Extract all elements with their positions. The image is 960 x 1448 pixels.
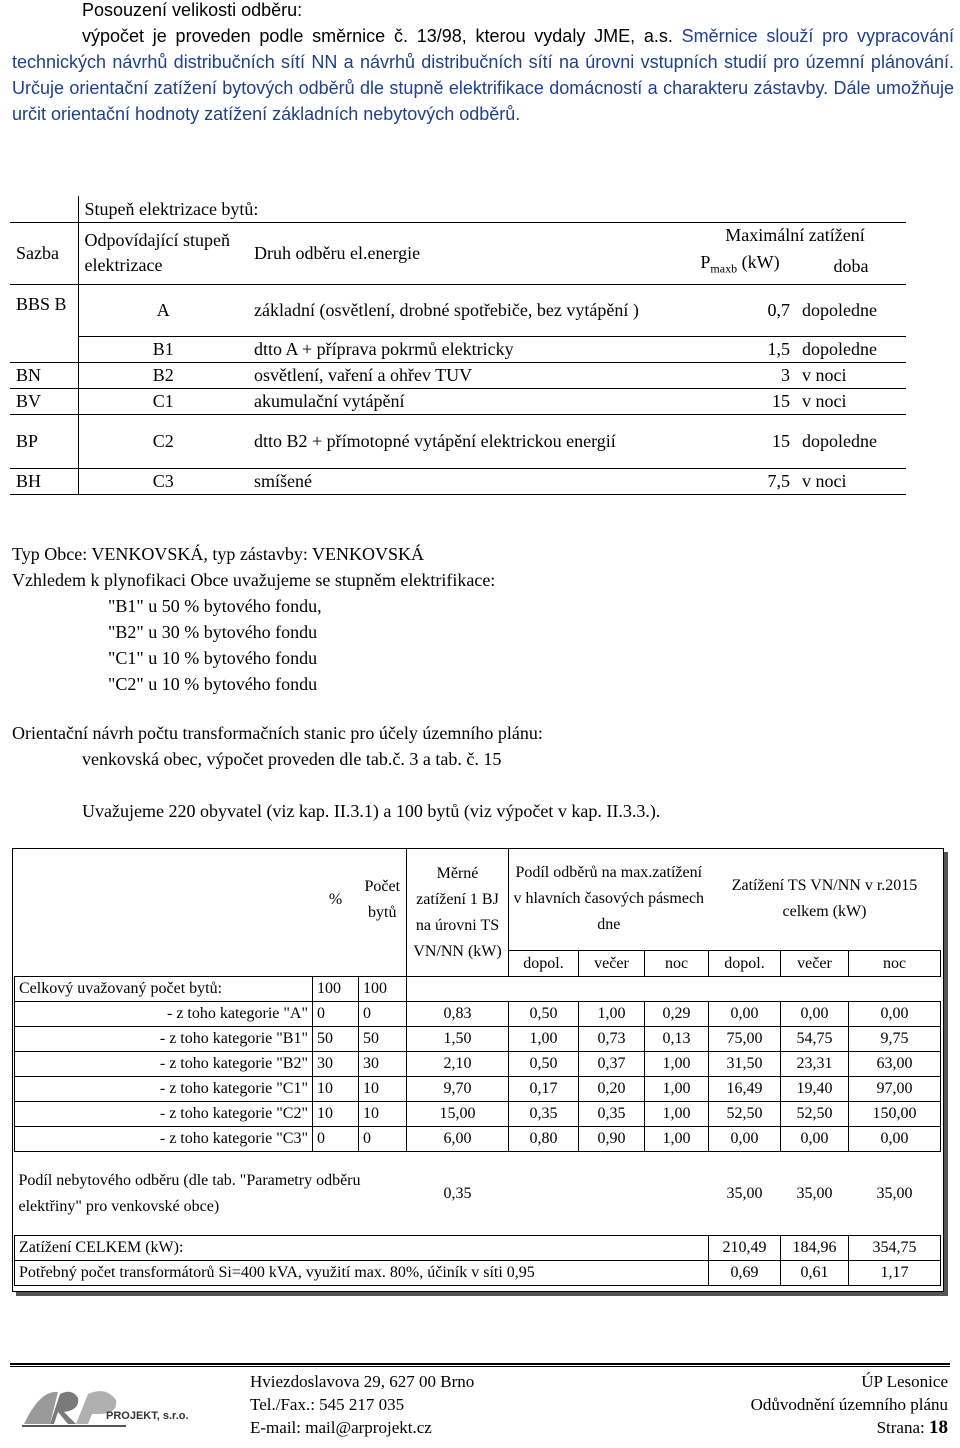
- intro-text-highlight: Směrnice slouží pro vypracování technických návrhů distribučních sítí NN a návrhů distribučních sítí na úrovni vstupních studií pro územní plánování. Určuje orientační zatížení bytových odběrů dle stupně elektrifikace domácností a charakteru zástavby. Dále umožňuje určit orientační hodnoty zatížení základních nebytových odběrů.: [12, 26, 955, 124]
- row-label: - z toho kategorie "A": [15, 1002, 313, 1027]
- table-cell: 15: [684, 414, 796, 468]
- table-cell: 1,50: [407, 1027, 509, 1052]
- table-cell: 16,49: [709, 1077, 781, 1102]
- typ-obce: Typ Obce: VENKOVSKÁ, typ zástavby: VENKOVSKÁ: [12, 544, 425, 564]
- row-label: - z toho kategorie "C2": [15, 1102, 313, 1127]
- footer-divider: [10, 1363, 950, 1365]
- table-cell: 0,00: [709, 1002, 781, 1027]
- header-merne: Měrné zatížení 1 BJ na úrovni TS VN/NN (kW): [407, 849, 509, 977]
- table-cell: 75,00: [709, 1027, 781, 1052]
- table-cell: 0,00: [709, 1127, 781, 1152]
- table-cell: 0,69: [709, 1261, 781, 1286]
- electrification-table: [10, 196, 906, 495]
- page-label: Strana:: [876, 1418, 929, 1437]
- sub-header: večer: [579, 951, 645, 977]
- table-cell: 15,00: [407, 1102, 509, 1127]
- header-pmax: $P_{maxb}$ (kW): [684, 248, 796, 284]
- company-logo: [20, 1380, 210, 1440]
- table-cell: 10: [359, 1102, 407, 1127]
- table-cell: 3: [684, 362, 796, 388]
- table-cell: 184,96: [781, 1236, 849, 1261]
- list-item: "C1" u 10 % bytového fondu: [108, 648, 318, 668]
- table-cell: 0: [313, 1127, 359, 1152]
- table-cell: 0,00: [849, 1002, 941, 1027]
- table-cell: 35,00: [796, 1184, 833, 1202]
- row-label: Podíl nebytového odběru (dle tab. "Parametry odběru elektřiny" pro venkovské obce): [18, 1171, 361, 1215]
- table-cell: 2,10: [407, 1052, 509, 1077]
- table-cell: 30: [359, 1052, 407, 1077]
- table-cell: 0,00: [849, 1127, 941, 1152]
- header-max: Maximální zatížení: [684, 222, 906, 248]
- footer-project: ÚP Lesonice: [861, 1372, 948, 1391]
- table-cell: 0,90: [579, 1127, 645, 1152]
- table-cell: 150,00: [849, 1102, 941, 1127]
- sub-header: večer: [781, 951, 849, 977]
- sub-header: noc: [645, 951, 709, 977]
- table-cell: 30: [313, 1052, 359, 1077]
- table-cell: 0,73: [579, 1027, 645, 1052]
- orientacni-text: Orientační návrh počtu transformačních stanic pro účely územního plánu:: [12, 723, 543, 743]
- table-cell: 35,00: [876, 1184, 913, 1202]
- table-cell: 0,50: [509, 1052, 579, 1077]
- logo-text: PROJEKT, s.r.o.: [106, 1410, 189, 1422]
- footer-tel: Tel./Fax.: 545 217 035: [250, 1395, 405, 1414]
- table-cell: BP: [10, 414, 78, 468]
- header-pct: %: [328, 890, 343, 908]
- table-cell: v noci: [796, 362, 906, 388]
- row-label: - z toho kategorie "C3": [15, 1127, 313, 1152]
- row-label: Zatížení CELKEM (kW):: [15, 1236, 709, 1261]
- footer-divider: [10, 1366, 950, 1367]
- table-cell: BV: [10, 388, 78, 414]
- table-cell: BH: [10, 468, 78, 494]
- row-label: - z toho kategorie "B1": [15, 1027, 313, 1052]
- sub-header: noc: [849, 951, 941, 977]
- list-item: "B2" u 30 % bytového fondu: [108, 622, 318, 642]
- row-label: Celkový uvažovaný počet bytů:: [15, 977, 313, 1002]
- table-cell: BN: [10, 362, 78, 388]
- table-cell: 0,00: [781, 1002, 849, 1027]
- table-cell: B2: [78, 362, 248, 388]
- table-cell: 1,00: [645, 1052, 709, 1077]
- table-cell: 0,20: [579, 1077, 645, 1102]
- table-cell: 210,49: [709, 1236, 781, 1261]
- table-cell: 1,00: [579, 1002, 645, 1027]
- table-cell: dtto B2 + přímotopné vytápění elektrickou energií: [248, 414, 684, 468]
- table-cell: 6,00: [407, 1127, 509, 1152]
- table-cell: 63,00: [849, 1052, 941, 1077]
- table-cell: C2: [78, 414, 248, 468]
- table-cell: 52,50: [709, 1102, 781, 1127]
- header-pocet: Počet bytů: [364, 877, 401, 921]
- table-cell: smíšené: [248, 468, 684, 494]
- table-cell: 0,61: [781, 1261, 849, 1286]
- header-podil: Podíl odběrů na max.zatížení v hlavních časových pásmech dne: [513, 864, 705, 934]
- table-cell: 354,75: [849, 1236, 941, 1261]
- table-heading: Stupeň elektrizace bytů:: [84, 198, 259, 219]
- page-number: 18: [929, 1417, 948, 1438]
- table-cell: 0,17: [509, 1077, 579, 1102]
- header-sazba: Sazba: [10, 222, 78, 284]
- row-label: - z toho kategorie "B2": [15, 1052, 313, 1077]
- table-cell: 1,00: [645, 1102, 709, 1127]
- table-cell: dtto A + příprava pokrmů elektricky: [248, 336, 684, 362]
- table-cell: 100: [313, 977, 359, 1002]
- table-cell: v noci: [796, 468, 906, 494]
- table-cell: 1,17: [849, 1261, 941, 1286]
- venkovska-text: venkovská obec, výpočet proveden dle tab.č. 3 a tab. č. 15: [82, 749, 502, 769]
- table-cell: 7,5: [684, 468, 796, 494]
- table-cell: 10: [313, 1102, 359, 1127]
- table-cell: 35,00: [726, 1184, 763, 1202]
- table-cell: 0,35: [509, 1102, 579, 1127]
- table-cell: 54,75: [781, 1027, 849, 1052]
- footer-address: Hviezdoslavova 29, 627 00 Brno: [250, 1372, 475, 1391]
- table-cell: 0,35: [579, 1102, 645, 1127]
- sub-header: dopol.: [709, 951, 781, 977]
- table-cell: 0,35: [443, 1184, 472, 1202]
- header-druh: Druh odběru el.energie: [248, 222, 684, 284]
- calculation-table: [14, 848, 941, 1286]
- table-cell: 0,50: [509, 1002, 579, 1027]
- row-label: - z toho kategorie "C1": [15, 1077, 313, 1102]
- table-cell: 0: [359, 1127, 407, 1152]
- table-cell: dopoledne: [796, 336, 906, 362]
- table-cell: základní (osvětlení, drobné spotřebiče, bez vytápění ): [248, 284, 684, 336]
- table-cell: 0,7: [684, 284, 796, 336]
- table-cell: 1,00: [645, 1127, 709, 1152]
- table-cell: 0,37: [579, 1052, 645, 1077]
- table-cell: 0: [359, 1002, 407, 1027]
- table-cell: dopoledne: [796, 284, 906, 336]
- intro-paragraph: [12, 23, 954, 127]
- header-odpovidajici: Odpovídající stupeň elektrizace: [78, 222, 248, 284]
- table-cell: dopoledne: [796, 414, 906, 468]
- table-cell: 1,5: [684, 336, 796, 362]
- table-cell: 0,29: [645, 1002, 709, 1027]
- footer-email: E-mail: mail@arprojekt.cz: [250, 1418, 432, 1437]
- table-cell: 10: [359, 1077, 407, 1102]
- footer-document: Odůvodnění územního plánu: [750, 1395, 948, 1414]
- table-cell: 9,70: [407, 1077, 509, 1102]
- header-doba: doba: [796, 248, 906, 284]
- table-cell: 100: [359, 977, 407, 1002]
- table-cell: 9,75: [849, 1027, 941, 1052]
- table-cell: B1: [78, 336, 248, 362]
- uvazujeme-text: Uvažujeme 220 obyvatel (viz kap. II.3.1) a 100 bytů (viz výpočet v kap. II.3.3.).: [82, 801, 661, 821]
- table-cell: C3: [78, 468, 248, 494]
- table-cell: 52,50: [781, 1102, 849, 1127]
- list-item: "C2" u 10 % bytového fondu: [108, 674, 318, 694]
- table-cell: 0,00: [781, 1127, 849, 1152]
- table-cell: 50: [359, 1027, 407, 1052]
- list-item: "B1" u 50 % bytového fondu,: [108, 596, 322, 616]
- vzhledem-text: Vzhledem k plynofikaci Obce uvažujeme se stupněm elektrifikace:: [12, 570, 496, 590]
- table-cell: 0,13: [645, 1027, 709, 1052]
- table-cell: 97,00: [849, 1077, 941, 1102]
- section-title: Posouzení velikosti odběru:: [82, 0, 303, 20]
- table-cell: 15: [684, 388, 796, 414]
- table-cell: v noci: [796, 388, 906, 414]
- table-cell: 50: [313, 1027, 359, 1052]
- header-zatizeni: Zatížení TS VN/NN v r.2015 celkem (kW): [731, 877, 918, 921]
- table-cell: 0,83: [407, 1002, 509, 1027]
- table-cell: osvětlení, vaření a ohřev TUV: [248, 362, 684, 388]
- row-label: Potřebný počet transformátorů Si=400 kVA, využití max. 80%, účiník v síti 0,95: [15, 1261, 709, 1286]
- footer-page: [877, 1417, 948, 1439]
- table-cell: 0,80: [509, 1127, 579, 1152]
- table-cell: akumulační vytápění: [248, 388, 684, 414]
- sub-header: dopol.: [509, 951, 579, 977]
- table-cell: 1,00: [645, 1077, 709, 1102]
- intro-text: výpočet je proveden podle směrnice č. 13/98, kterou vydaly JME, a.s.: [82, 26, 673, 46]
- table-cell: 0: [313, 1002, 359, 1027]
- table-cell: 31,50: [709, 1052, 781, 1077]
- table-cell: 19,40: [781, 1077, 849, 1102]
- table-cell: A: [78, 284, 248, 336]
- table-cell: 23,31: [781, 1052, 849, 1077]
- table-cell: BBS B: [10, 284, 78, 362]
- table-cell: 10: [313, 1077, 359, 1102]
- table-cell: C1: [78, 388, 248, 414]
- table-cell: 1,00: [509, 1027, 579, 1052]
